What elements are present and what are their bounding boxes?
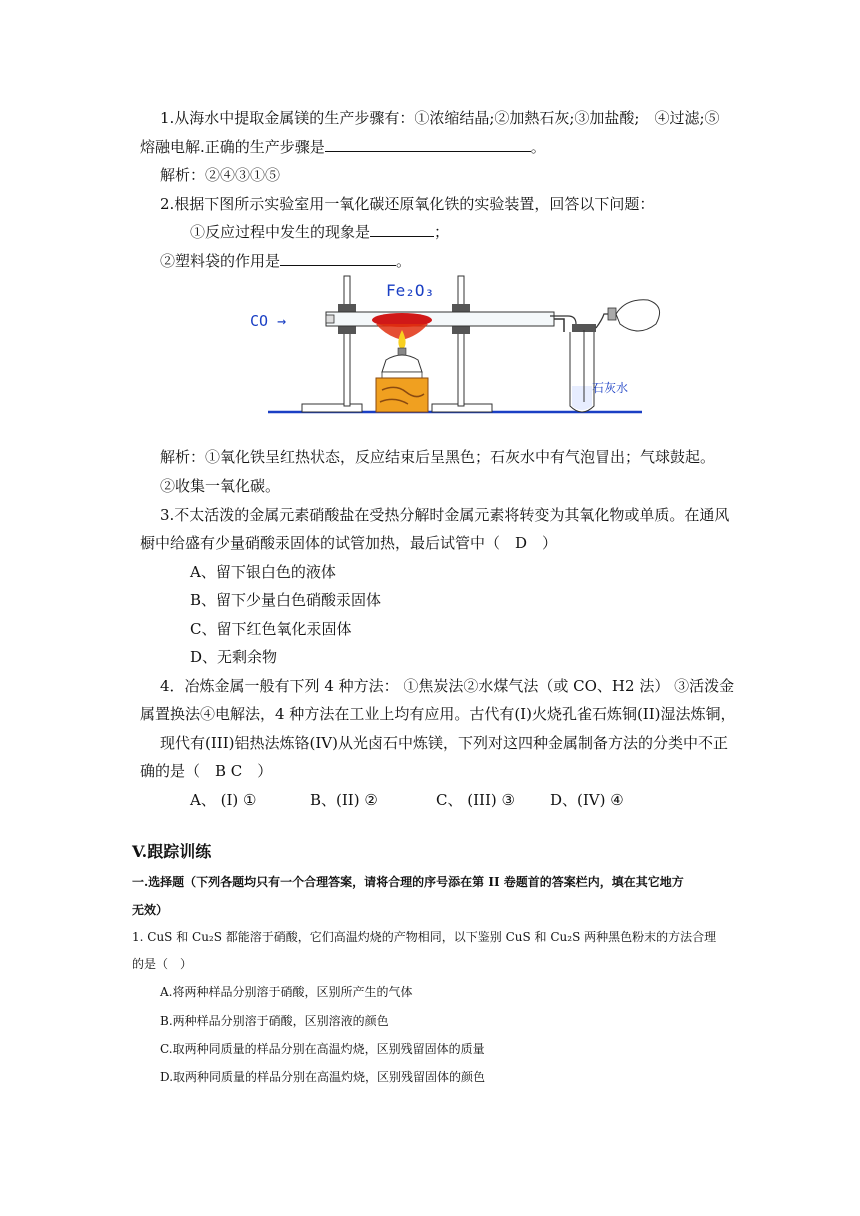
q5-line2: 的是（ ）	[132, 957, 193, 971]
section-subtitle-1: 一.选择题（下列各题均只有一个合理答案，请将合理的序号添在第 II 卷题首的答案栏内，填在其它地方	[132, 875, 684, 889]
q3-option-a[interactable]: A、留下银白色的液体	[190, 563, 336, 581]
section-title: V.跟踪训练	[132, 842, 212, 861]
label-fe2o3: Fe₂O₃	[386, 281, 435, 300]
right-iron-stand	[432, 276, 492, 412]
alcohol-lamp	[382, 348, 422, 378]
apparatus-diagram	[246, 268, 666, 420]
q2-answer2: ②收集一氧化碳。	[160, 477, 281, 495]
q2-sub1-suffix: ；	[434, 223, 450, 241]
q4-line2: 属置换法④电解法，4 种方法在工业上均有应用。古代有(I)火烧孔雀石炼铜(II)湿法炼铜，	[140, 705, 736, 723]
q5-option-c[interactable]: C.取两种同质量的样品分别在高温灼烧，区别残留固体的质量	[160, 1042, 485, 1056]
q1-answer-blank[interactable]	[325, 137, 531, 152]
q2-sub1-prefix: ①反应过程中发生的现象是	[190, 223, 371, 241]
glass-tube	[326, 312, 554, 326]
q5-line1: 1. CuS 和 Cu₂S 都能溶于硝酸，它们高温灼烧的产物相同，以下鉴别 CuS 和 Cu₂S 两种黑色粉末的方法合理	[132, 930, 717, 944]
q2-sub1-blank[interactable]	[370, 222, 434, 237]
q2-stem: 2.根据下图所示实验室用一氧化碳还原氧化铁的实验装置，回答以下问题：	[160, 195, 655, 213]
q1-line2-prefix: 熔融电解.正确的生产步骤是	[140, 138, 325, 156]
q4-option-c[interactable]: C、 (III) ③	[436, 791, 515, 809]
q5-option-a[interactable]: A.将两种样品分别溶于硝酸，区别所产生的气体	[160, 985, 413, 999]
q4-options	[190, 790, 650, 810]
q3-line2: 橱中给盛有少量硝酸汞固体的试管加热，最后试管中（ D ）	[140, 534, 558, 552]
q1-line2	[140, 137, 546, 157]
section-subtitle-2: 无效）	[132, 903, 169, 917]
q4-option-d[interactable]: D、(IV) ④	[550, 791, 624, 809]
q2-answer1: 解析：①氧化铁呈红热状态，反应结束后呈黑色；石灰水中有气泡冒出；气球鼓起。	[160, 448, 716, 466]
q1-answer: 解析：②④③①⑤	[160, 166, 281, 184]
q5-option-b[interactable]: B.两种样品分别溶于硝酸，区别溶液的颜色	[160, 1014, 389, 1028]
q4-line1: 4．冶炼金属一般有下列 4 种方法： ①焦炭法②水煤气法（或 CO、H2 法） ③活泼金	[160, 677, 735, 695]
q4-line4: 确的是（ B C ）	[140, 762, 273, 780]
label-limewater: 石灰水	[592, 381, 629, 395]
left-iron-stand	[302, 276, 362, 412]
wooden-block	[376, 378, 428, 412]
q1-line2-suffix: 。	[530, 138, 546, 156]
q5-option-d[interactable]: D.取两种同质量的样品分别在高温灼烧，区别残留固体的颜色	[160, 1070, 486, 1084]
q2-sub2-prefix: ②塑料袋的作用是	[160, 252, 281, 270]
label-co: CO →	[250, 312, 287, 330]
q4-option-a[interactable]: A、 (I) ①	[190, 791, 257, 809]
q4-line3: 现代有(III)铝热法炼铬(IV)从光卤石中炼镁，下列对这四种金属制备方法的分类中不正	[160, 734, 728, 752]
q1-line1: 1.从海水中提取金属镁的生产步骤有：①浓缩结晶;②加熱石灰;③加盐酸; ④过滤;⑤	[160, 109, 720, 127]
q3-option-d[interactable]: D、无剩余物	[190, 648, 278, 666]
q3-option-c[interactable]: C、留下红色氧化汞固体	[190, 620, 352, 638]
q4-option-b[interactable]: B、(II) ②	[310, 791, 378, 809]
q3-option-b[interactable]: B、留下少量白色硝酸汞固体	[190, 591, 382, 609]
q2-sub2-blank[interactable]	[280, 251, 396, 266]
q2-sub1	[190, 222, 449, 242]
q3-line1: 3.不太活泼的金属元素硝酸盐在受热分解时金属元素将转变为其氧化物或单质。在通风	[160, 506, 730, 524]
q2-sub2-suffix: 。	[396, 252, 412, 270]
plastic-bag	[616, 300, 660, 331]
